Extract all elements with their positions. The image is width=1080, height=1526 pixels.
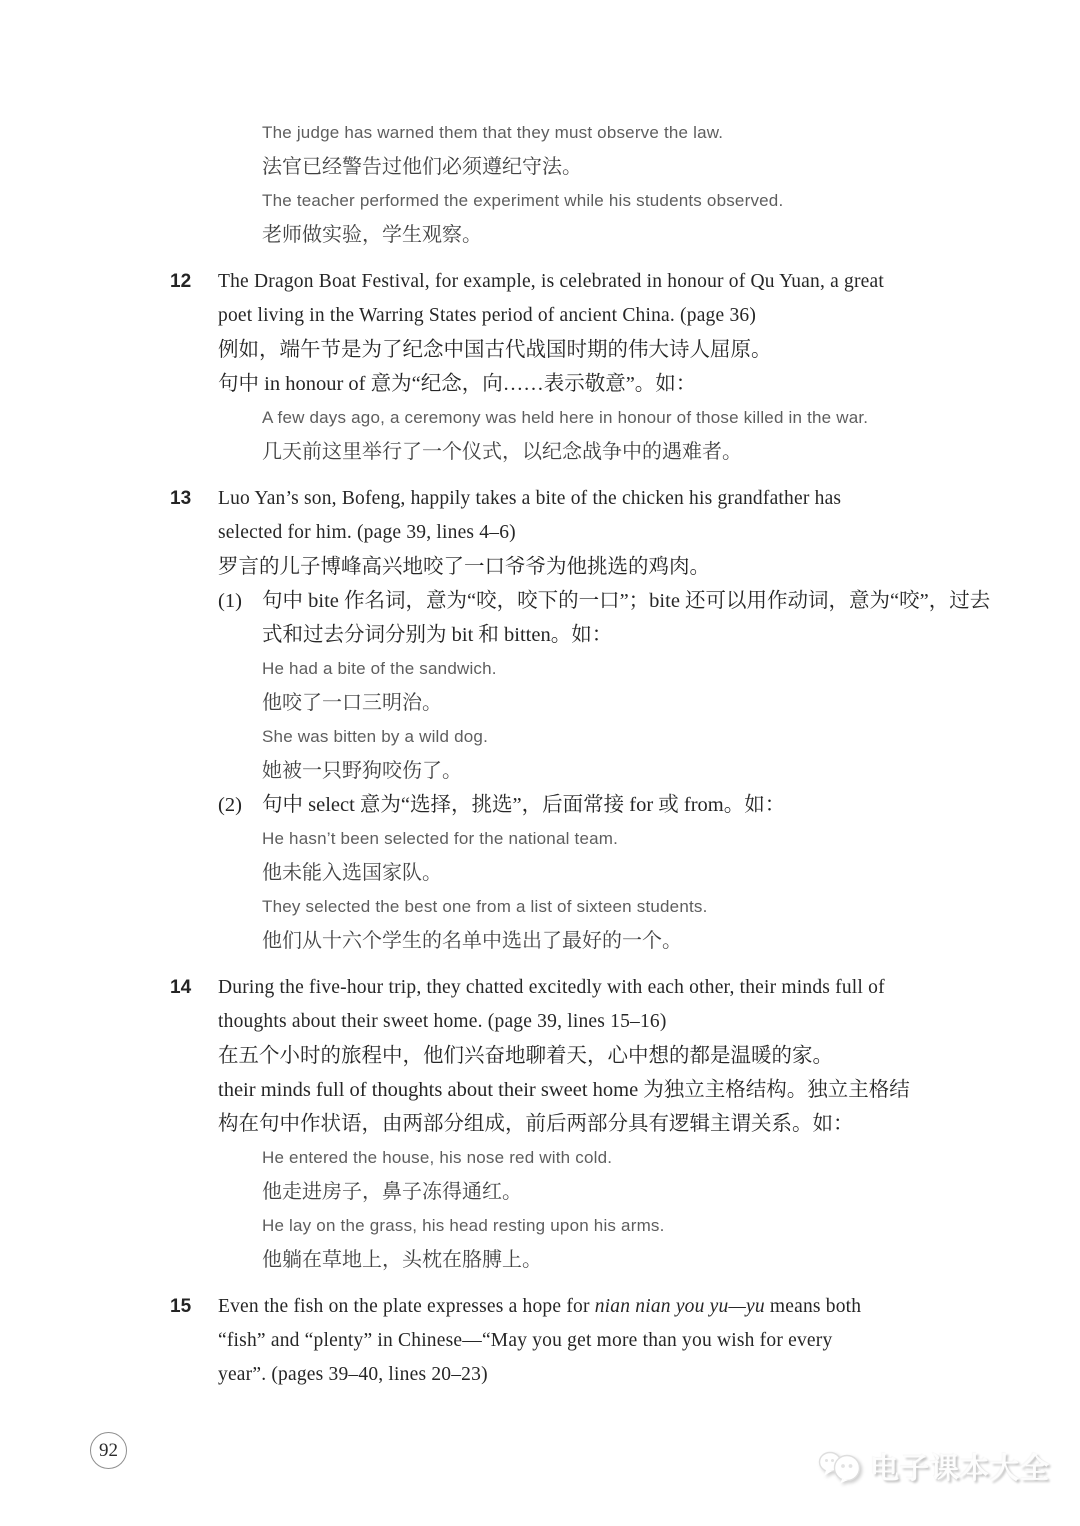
text-segment: She was bitten by a wild dog. bbox=[262, 727, 488, 746]
item-english-text-line bbox=[0, 265, 1080, 299]
text-segment: 法官已经警告过他们必须遵纪守法。 bbox=[262, 156, 582, 178]
italic-pinyin-text: nian nian you yu—yu bbox=[594, 1296, 765, 1317]
text-segment: 他咬了一口三明治。 bbox=[262, 692, 442, 714]
text-segment: 她被一只野狗咬伤了。 bbox=[262, 760, 462, 782]
chinese-example-line bbox=[0, 856, 1080, 890]
text-segment: 罗言的儿子博峰高兴地咬了一口爷爷为他挑选的鸡肉。 bbox=[218, 556, 710, 578]
text-segment: He had a bite of the sandwich. bbox=[262, 659, 497, 678]
watermark bbox=[817, 1446, 1050, 1487]
text-segment: 式和过去分词分别为 bit 和 bitten。如： bbox=[262, 624, 613, 646]
text-segment: poet living in the Warring States period of ancient China. (page 36) bbox=[218, 305, 757, 326]
text-segment: 他们从十六个学生的名单中选出了最好的一个。 bbox=[262, 930, 682, 952]
item-explanation-line bbox=[0, 1073, 1080, 1107]
text-segment: 几天前这里举行了一个仪式，以纪念战争中的遇难者。 bbox=[262, 441, 742, 463]
text-segment: 他未能入选国家队。 bbox=[262, 862, 442, 884]
text-segment: They selected the best one from a list of sixteen students. bbox=[262, 897, 708, 916]
text-segment: 句中 select 意为“选择，挑选”，后面常接 for 或 from。如： bbox=[262, 794, 786, 816]
numbered-item-15 bbox=[0, 1290, 1080, 1392]
text-segment: their minds full of thoughts about their sweet home 为独立主格结构。独立主格结 bbox=[218, 1079, 910, 1101]
text-segment: means both bbox=[764, 1296, 862, 1317]
text-segment: He entered the house, his nose red with cold. bbox=[262, 1148, 613, 1167]
english-example-line bbox=[0, 822, 1080, 856]
english-example-line bbox=[0, 652, 1080, 686]
text-segment: Even the fish on the plate expresses a hope for bbox=[218, 1296, 595, 1317]
text-segment: He lay on the grass, his head resting upon his arms. bbox=[262, 1216, 665, 1235]
text-segment: selected for him. (page 39, lines 4–6) bbox=[218, 522, 516, 543]
sub-item-line bbox=[0, 788, 1080, 822]
item-number: 15 bbox=[170, 1296, 192, 1317]
page-number-badge bbox=[90, 1432, 127, 1469]
chat-bubbles-logo-icon bbox=[817, 1450, 863, 1484]
item-number: 12 bbox=[170, 271, 192, 292]
chinese-example-line bbox=[0, 686, 1080, 720]
text-segment: “fish” and “plenty” in Chinese—“May you get more than you wish for every bbox=[218, 1330, 833, 1351]
item-english-text-line bbox=[0, 516, 1080, 550]
text-segment: Luo Yan’s son, Bofeng, happily takes a bite of the chicken his grandfather has bbox=[218, 488, 842, 509]
item-chinese-translation-line bbox=[0, 333, 1080, 367]
text-segment: The judge has warned them that they must observe the law. bbox=[262, 123, 724, 142]
chinese-example-line bbox=[0, 754, 1080, 788]
watermark-label: 电子课本大全 bbox=[869, 1453, 1050, 1485]
page-content bbox=[0, 116, 1080, 1392]
sub-item-line bbox=[0, 584, 1080, 618]
item-chinese-translation-line bbox=[0, 1039, 1080, 1073]
english-example-line bbox=[0, 1209, 1080, 1243]
item-chinese-translation-line bbox=[0, 550, 1080, 584]
item-english-text-line bbox=[0, 1290, 1080, 1324]
text-segment: He hasn’t been selected for the national team. bbox=[262, 829, 619, 848]
english-example-line bbox=[0, 116, 1080, 150]
chinese-example-line bbox=[0, 1175, 1080, 1209]
item-english-text-line bbox=[0, 1005, 1080, 1039]
item-english-text-line bbox=[0, 299, 1080, 333]
text-segment: 老师做实验，学生观察。 bbox=[262, 224, 482, 246]
text-segment: thoughts about their sweet home. (page 39, lines 15–16) bbox=[218, 1011, 667, 1032]
page-number: 92 bbox=[99, 1439, 118, 1461]
text-segment: During the five-hour trip, they chatted excitedly with each other, their minds full of bbox=[218, 977, 885, 998]
chinese-example-line bbox=[0, 218, 1080, 252]
chinese-example-line bbox=[0, 1243, 1080, 1277]
item-english-text-line bbox=[0, 1358, 1080, 1392]
item-explanation-line bbox=[0, 1107, 1080, 1141]
item-explanation-line bbox=[0, 367, 1080, 401]
text-segment: 他躺在草地上，头枕在胳膊上。 bbox=[262, 1249, 542, 1271]
text-segment: The Dragon Boat Festival, for example, is celebrated in honour of Qu Yuan, a great bbox=[218, 271, 885, 292]
item-number: 13 bbox=[170, 488, 192, 509]
english-example-line bbox=[0, 184, 1080, 218]
sub-item-marker: (2) bbox=[218, 794, 242, 816]
text-segment: 句中 bite 作名词，意为“咬，咬下的一口”；bite 还可以用作动词，意为“咬”，过去 bbox=[262, 590, 991, 612]
item-english-text-line bbox=[0, 971, 1080, 1005]
text-segment: 例如，端午节是为了纪念中国古代战国时期的伟大诗人屈原。 bbox=[218, 339, 772, 361]
numbered-item-12 bbox=[0, 265, 1080, 469]
chinese-example-line bbox=[0, 435, 1080, 469]
numbered-item-14 bbox=[0, 971, 1080, 1277]
text-segment: 构在句中作状语，由两部分组成，前后两部分具有逻辑主谓关系。如： bbox=[218, 1113, 854, 1135]
text-segment: 句中 in honour of 意为“纪念，向……表示敬意”。如： bbox=[218, 373, 697, 395]
chinese-example-line bbox=[0, 924, 1080, 958]
english-example-line bbox=[0, 890, 1080, 924]
english-example-line bbox=[0, 401, 1080, 435]
item-english-text-line bbox=[0, 1324, 1080, 1358]
text-segment: year”. (pages 39–40, lines 20–23) bbox=[218, 1364, 488, 1385]
item-number: 14 bbox=[170, 977, 192, 998]
item-english-text-line bbox=[0, 482, 1080, 516]
text-segment: A few days ago, a ceremony was held here in honour of those killed in the war. bbox=[262, 408, 869, 427]
text-segment: 他走进房子，鼻子冻得通红。 bbox=[262, 1181, 522, 1203]
english-example-line bbox=[0, 1141, 1080, 1175]
english-example-line bbox=[0, 720, 1080, 754]
sub-item-marker: (1) bbox=[218, 590, 242, 612]
sub-item-line bbox=[0, 618, 1080, 652]
text-segment: 在五个小时的旅程中，他们兴奋地聊着天，心中想的都是温暖的家。 bbox=[218, 1045, 833, 1067]
text-segment: The teacher performed the experiment while his students observed. bbox=[262, 191, 784, 210]
chinese-example-line bbox=[0, 150, 1080, 184]
numbered-item-13 bbox=[0, 482, 1080, 958]
